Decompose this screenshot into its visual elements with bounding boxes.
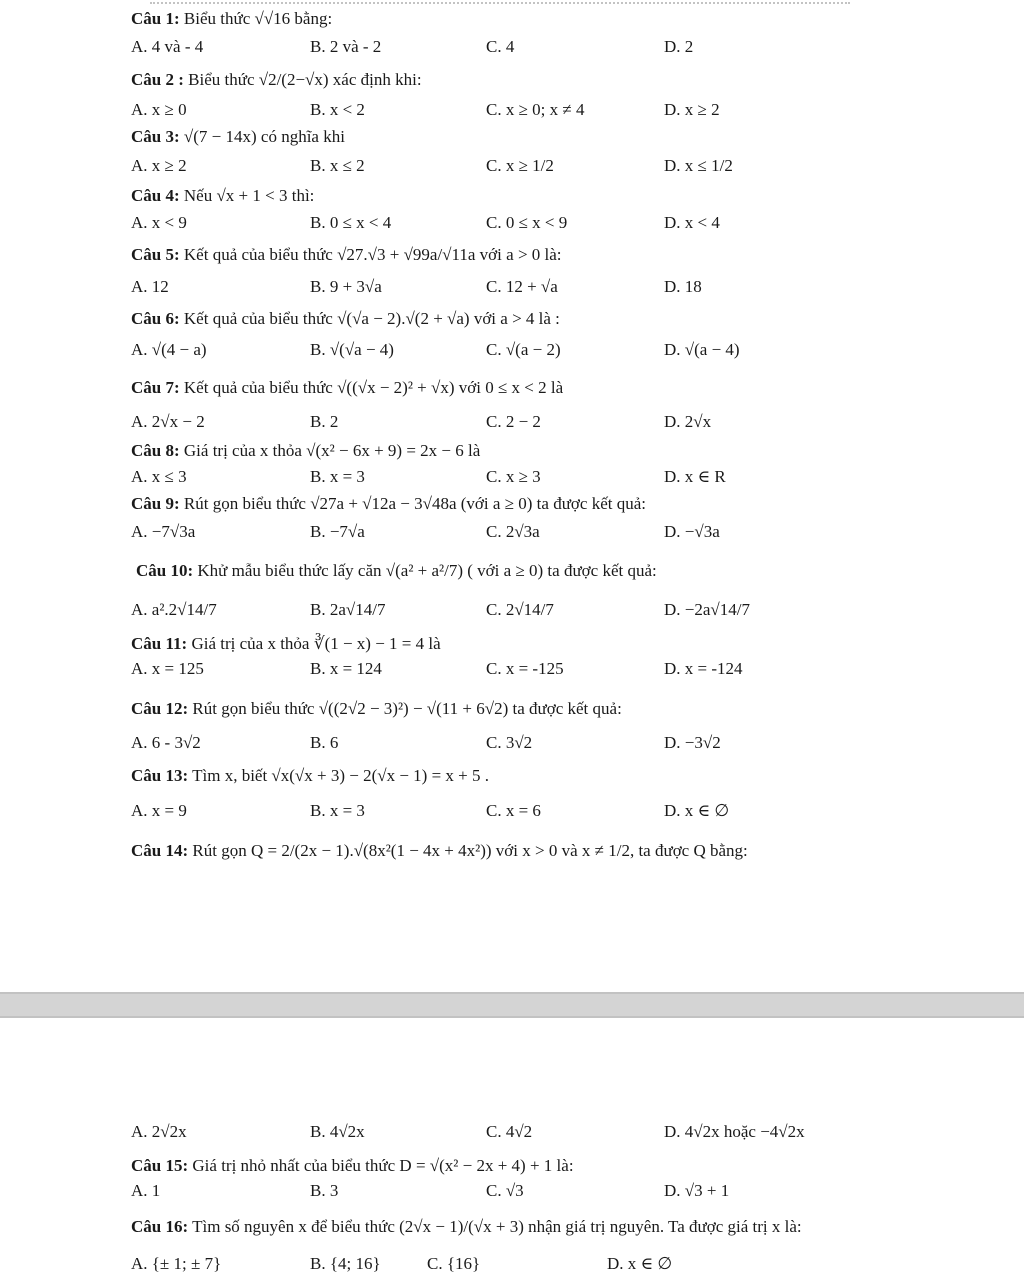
option-d: D. 4√2x hoặc −4√2x [664, 1122, 805, 1141]
question-text: Kết quả của biểu thức √((√x − 2)² + √x) với 0 ≤ x < 2 là [183, 378, 564, 397]
option-a: A. {± 1; ± 7} [131, 1254, 222, 1273]
option-b: B. √(√a − 4) [310, 340, 394, 359]
question-label: Câu 3: [131, 127, 180, 146]
question-5 [131, 245, 562, 265]
option-a: A. 1 [131, 1181, 161, 1200]
page-separator [0, 992, 1024, 1018]
option-b: B. 6 [310, 733, 339, 752]
option-d: D. −2a√14/7 [664, 600, 750, 619]
option-b: B. {4; 16} [310, 1254, 381, 1273]
question-text: √(7 − 14x) có nghĩa khi [183, 127, 345, 146]
option-d: D. x ∈ ∅ [664, 801, 730, 820]
question-16 [131, 1217, 802, 1237]
option-a: A. x = 9 [131, 801, 187, 820]
option-b: B. 4√2x [310, 1122, 365, 1141]
option-c: C. √3 [486, 1181, 524, 1200]
question-7 [131, 378, 563, 398]
option-d: D. x ≤ 1/2 [664, 156, 733, 175]
option-b: B. 3 [310, 1181, 339, 1200]
option-a: A. x < 9 [131, 213, 187, 232]
option-b: B. 9 + 3√a [310, 277, 382, 296]
question-12 [131, 699, 622, 719]
question-text: Giá trị của x thỏa ∛(1 − x) − 1 = 4 là [191, 634, 441, 653]
option-d: D. 2√x [664, 412, 712, 431]
question-text: Tìm x, biết √x(√x + 3) − 2(√x − 1) = x + 5 . [192, 766, 490, 785]
question-text: Khử mẫu biểu thức lấy căn √(a² + a²/7) ( với a ≥ 0) ta được kết quả: [197, 561, 657, 580]
question-label: Câu 12: [131, 699, 189, 718]
option-c: C. 12 + √a [486, 277, 558, 296]
option-b: B. x ≤ 2 [310, 156, 365, 175]
question-label: Câu 1: [131, 9, 180, 28]
option-c: C. 4√2 [486, 1122, 533, 1141]
option-a: A. 2√x − 2 [131, 412, 205, 431]
option-a: A. x = 125 [131, 659, 204, 678]
question-label: Câu 2 : [131, 70, 184, 89]
option-d: D. x = -124 [664, 659, 743, 678]
option-c: C. 2 − 2 [486, 412, 541, 431]
question-4 [131, 186, 314, 206]
option-a: A. −7√3a [131, 522, 196, 541]
option-a: A. √(4 − a) [131, 340, 207, 359]
question-text: Kết quả của biểu thức √(√a − 2).√(2 + √a) với a > 4 là : [183, 309, 560, 328]
question-label: Câu 4: [131, 186, 180, 205]
question-label: Câu 13: [131, 766, 189, 785]
question-text: Nếu √x + 1 < 3 thì: [183, 186, 315, 205]
option-b: B. −7√a [310, 522, 365, 541]
option-c: C. x ≥ 1/2 [486, 156, 554, 175]
option-d: D. x ∈ ∅ [607, 1254, 673, 1273]
question-label: Câu 9: [131, 494, 180, 513]
option-a: A. 2√2x [131, 1122, 187, 1141]
option-c: C. x = -125 [486, 659, 564, 678]
option-b: B. 0 ≤ x < 4 [310, 213, 392, 232]
option-a: A. x ≤ 3 [131, 467, 187, 486]
page-2 [0, 1018, 1024, 1280]
option-b: B. x = 124 [310, 659, 382, 678]
question-label: Câu 7: [131, 378, 180, 397]
question-14 [131, 841, 748, 861]
option-b: B. x < 2 [310, 100, 365, 119]
option-b: B. x = 3 [310, 467, 365, 486]
question-text: Biểu thức √√16 bằng: [183, 9, 333, 28]
option-c: C. 2√14/7 [486, 600, 554, 619]
option-b: B. 2 và - 2 [310, 37, 382, 56]
question-text: Kết quả của biểu thức √27.√3 + √99a/√11a với a > 0 là: [183, 245, 562, 264]
question-text: Tìm số nguyên x để biểu thức (2√x − 1)/(√x + 3) nhận giá trị nguyên. Ta được giá trị x là: [192, 1217, 802, 1236]
option-a: A. 4 và - 4 [131, 37, 204, 56]
option-c: C. 3√2 [486, 733, 533, 752]
option-d: D. −√3a [664, 522, 720, 541]
option-c: C. {16} [427, 1254, 481, 1273]
option-a: A. a².2√14/7 [131, 600, 217, 619]
option-b: B. 2 [310, 412, 339, 431]
question-text: Rút gọn biểu thức √27a + √12a − 3√48a (với a ≥ 0) ta được kết quả: [183, 494, 646, 513]
option-d: D. x < 4 [664, 213, 720, 232]
question-2 [131, 70, 422, 90]
option-c: C. 2√3a [486, 522, 540, 541]
question-text: Rút gọn Q = 2/(2x − 1).√(8x²(1 − 4x + 4x²)) với x > 0 và x ≠ 1/2, ta được Q bằng: [192, 841, 748, 860]
option-b: B. 2a√14/7 [310, 600, 386, 619]
question-text: Giá trị của x thỏa √(x² − 6x + 9) = 2x − 6 là [183, 441, 481, 460]
option-b: B. x = 3 [310, 801, 365, 820]
option-a: A. 6 - 3√2 [131, 733, 201, 752]
option-c: C. x ≥ 3 [486, 467, 541, 486]
option-c: C. 0 ≤ x < 9 [486, 213, 568, 232]
option-c: C. 4 [486, 37, 515, 56]
option-d: D. −3√2 [664, 733, 721, 752]
option-d: D. 18 [664, 277, 702, 296]
question-8 [131, 441, 480, 461]
question-11 [131, 634, 441, 654]
question-text: Giá trị nhỏ nhất của biểu thức D = √(x² − 2x + 4) + 1 là: [192, 1156, 574, 1175]
question-10 [136, 561, 657, 581]
option-d: D. x ∈ R [664, 467, 726, 486]
question-label: Câu 8: [131, 441, 180, 460]
question-text: Biểu thức √2/(2−√x) xác định khi: [188, 70, 422, 89]
question-label: Câu 5: [131, 245, 180, 264]
option-d: D. 2 [664, 37, 694, 56]
question-15 [131, 1156, 574, 1176]
option-a: A. x ≥ 2 [131, 156, 187, 175]
option-c: C. x ≥ 0; x ≠ 4 [486, 100, 585, 119]
option-c: C. x = 6 [486, 801, 541, 820]
top-crop-edge [150, 0, 850, 4]
question-label: Câu 6: [131, 309, 180, 328]
question-13 [131, 766, 489, 786]
question-text: Rút gọn biểu thức √((2√2 − 3)²) − √(11 + 6√2) ta được kết quả: [192, 699, 622, 718]
option-a: A. 12 [131, 277, 169, 296]
option-a: A. x ≥ 0 [131, 100, 187, 119]
question-9 [131, 494, 646, 514]
option-d: D. x ≥ 2 [664, 100, 720, 119]
question-label: Câu 15: [131, 1156, 189, 1175]
question-label: Câu 16: [131, 1217, 189, 1236]
option-c: C. √(a − 2) [486, 340, 561, 359]
option-d: D. √(a − 4) [664, 340, 740, 359]
option-d: D. √3 + 1 [664, 1181, 730, 1200]
question-label: Câu 10: [136, 561, 194, 580]
question-6 [131, 309, 560, 329]
question-3 [131, 127, 345, 147]
question-1 [131, 9, 332, 29]
question-label: Câu 14: [131, 841, 189, 860]
question-label: Câu 11: [131, 634, 188, 653]
